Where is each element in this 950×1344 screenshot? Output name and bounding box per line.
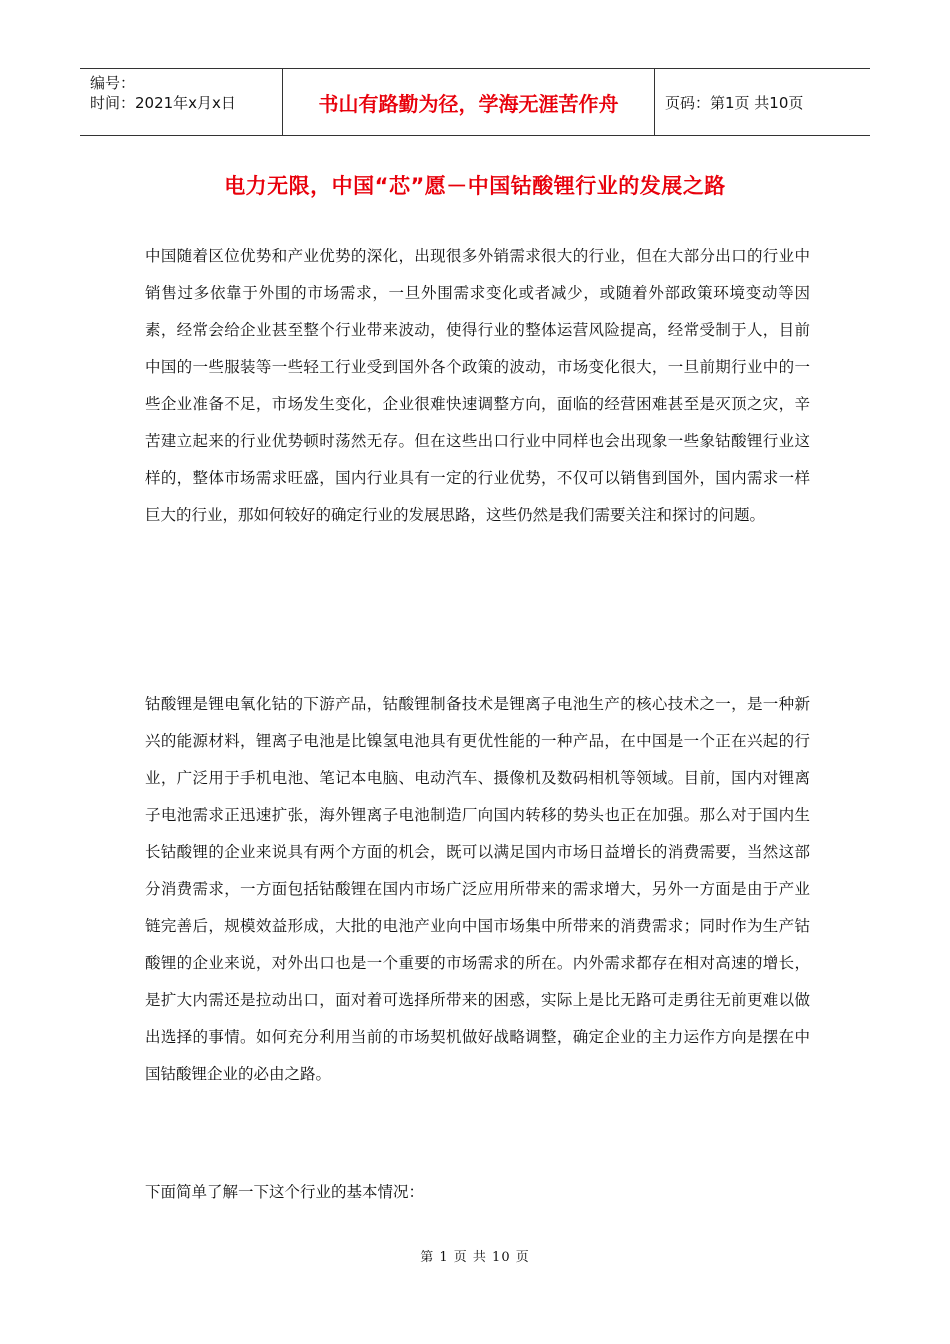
document-header-table [80,68,870,136]
body-paragraph-3: 下面简单了解一下这个行业的基本情况： [145,1183,425,1201]
page-footer: 第 1 页 共 10 页 [420,1250,530,1265]
document-title: 电力无限，中国“芯”愿－中国钴酸锂行业的发展之路 [224,174,726,198]
header-meta-cell [80,69,282,135]
body-paragraph-1: 中国随着区位优势和产业优势的深化，出现很多外销需求很大的行业，但在大部分出口的行业中销售过多依靠于外围的市场需求，一旦外围需求变化或者减少，或随着外部政策环境变动等因素，经常会给企业甚至整个行业带来波动，使得行业的整体运营风险提高，经常受制于人，目前中国的一些服装等一些轻工行业受到国外各个政策的波动，市场变化很大，一旦前期行业中的一些企业准备不足，市场发生变化，企业很难快速调整方向，面临的经营困难甚至是灭顶之灾，辛苦建立起来的行业优势顿时荡然无存。但在这些出口行业中同样也会出现象一些象钴酸锂行业这样的，整体市场需求旺盛，国内行业具有一定的行业优势，不仅可以销售到国外，国内需求一样巨大的行业，那如何较好的确定行业的发展思路，这些仍然是我们需要关注和探讨的问题。 [145,247,810,524]
body-paragraph-2: 钴酸锂是锂电氧化钴的下游产品，钴酸锂制备技术是锂离子电池生产的核心技术之一，是一种新兴的能源材料，锂离子电池是比镍氢电池具有更优性能的一种产品，在中国是一个正在兴起的行业，广泛用于手机电池、笔记本电脑、电动汽车、摄像机及数码相机等领域。目前，国内对锂离子电池需求正迅速扩张，海外锂离子电池制造厂向国内转移的势头也正在加强。那么对于国内生长钴酸锂的企业来说具有两个方面的机会，既可以满足国内市场日益增长的消费需要，当然这部分消费需求，一方面包括钴酸锂在国内市场广泛应用所带来的需求增大，另外一方面是由于产业链完善后，规模效益形成，大批的电池产业向中国市场集中所带来的消费需求；同时作为生产钴酸锂的企业来说，对外出口也是一个重要的市场需求的所在。内外需求都存在相对高速的增长，是扩大内需还是拉动出口，面对着可选择所带来的困惑，实际上是比无路可走勇往无前更难以做出选择的事情。如何充分利用当前的市场契机做好战略调整，确定企业的主力运作方向是摆在中国钴酸锂企业的必由之路。 [145,695,810,1083]
document-number-label: 编号： [90,74,136,92]
header-page-cell [655,69,870,135]
header-motto-cell [282,69,655,135]
document-date-label: 时间：2021年x月x日 [90,94,236,112]
header-motto: 书山有路勤为径，学海无涯苦作舟 [318,91,619,116]
header-page-info: 页码：第1页 共10页 [665,93,804,112]
